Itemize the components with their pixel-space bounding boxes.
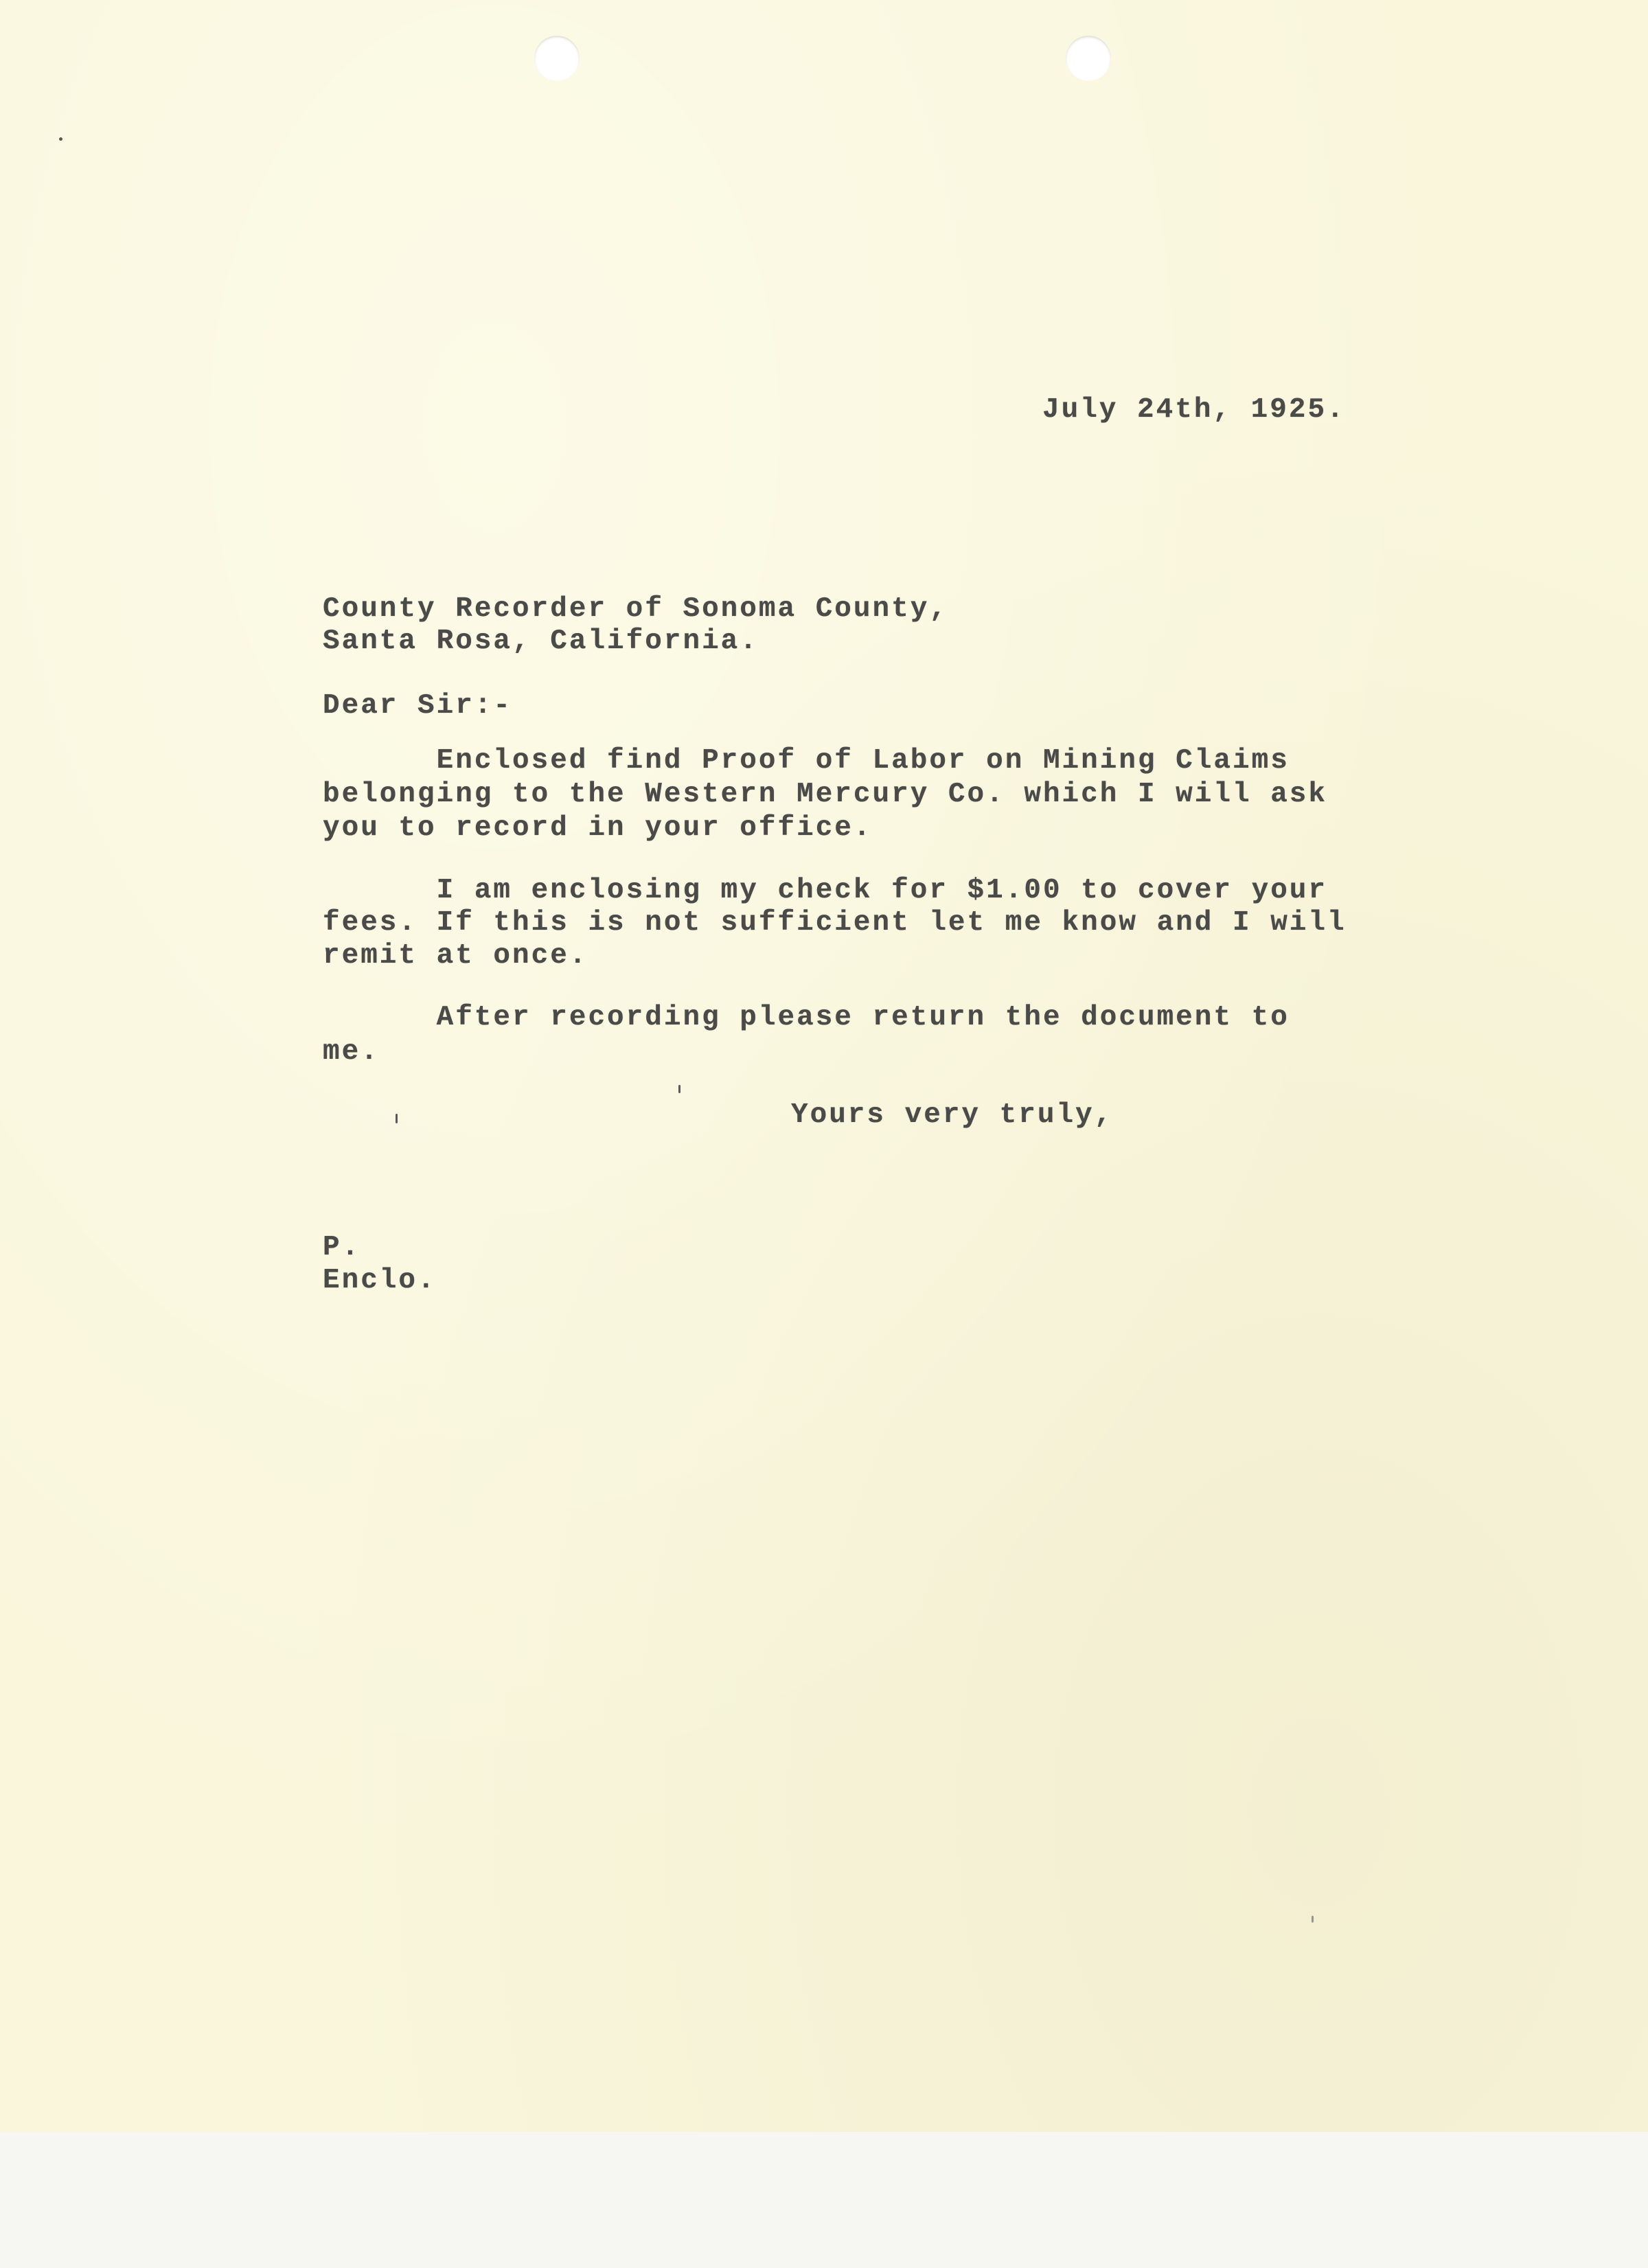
letter-date: July 24th, 1925. — [1042, 394, 1346, 426]
scan-background — [0, 2132, 1648, 2268]
punch-hole-left — [534, 36, 580, 81]
recipient-address-line: County Recorder of Sonoma County, — [323, 593, 948, 625]
ink-speck — [396, 1114, 398, 1123]
recipient-address-line: Santa Rosa, California. — [323, 626, 759, 657]
body-line: fees. If this is not sufficient let me know and I will — [323, 907, 1347, 939]
body-line: I am enclosing my check for $1.00 to cover your — [323, 875, 1328, 906]
sender-initial: P. — [323, 1232, 361, 1263]
body-line: Enclosed find Proof of Labor on Mining Claims — [323, 745, 1290, 777]
ink-speck — [1312, 1916, 1314, 1923]
body-line: remit at once. — [323, 940, 588, 972]
ink-speck — [59, 137, 62, 141]
body-line: you to record in your office. — [323, 812, 873, 844]
body-line: belonging to the Western Mercury Co. which I will ask — [323, 779, 1328, 810]
salutation: Dear Sir:- — [323, 690, 513, 722]
body-line: After recording please return the document to — [323, 1002, 1290, 1033]
punch-hole-right — [1066, 36, 1111, 81]
body-line: me. — [323, 1036, 380, 1068]
ink-speck — [678, 1085, 680, 1093]
enclosure-note: Enclo. — [323, 1265, 437, 1296]
closing: Yours very truly, — [791, 1099, 1114, 1131]
